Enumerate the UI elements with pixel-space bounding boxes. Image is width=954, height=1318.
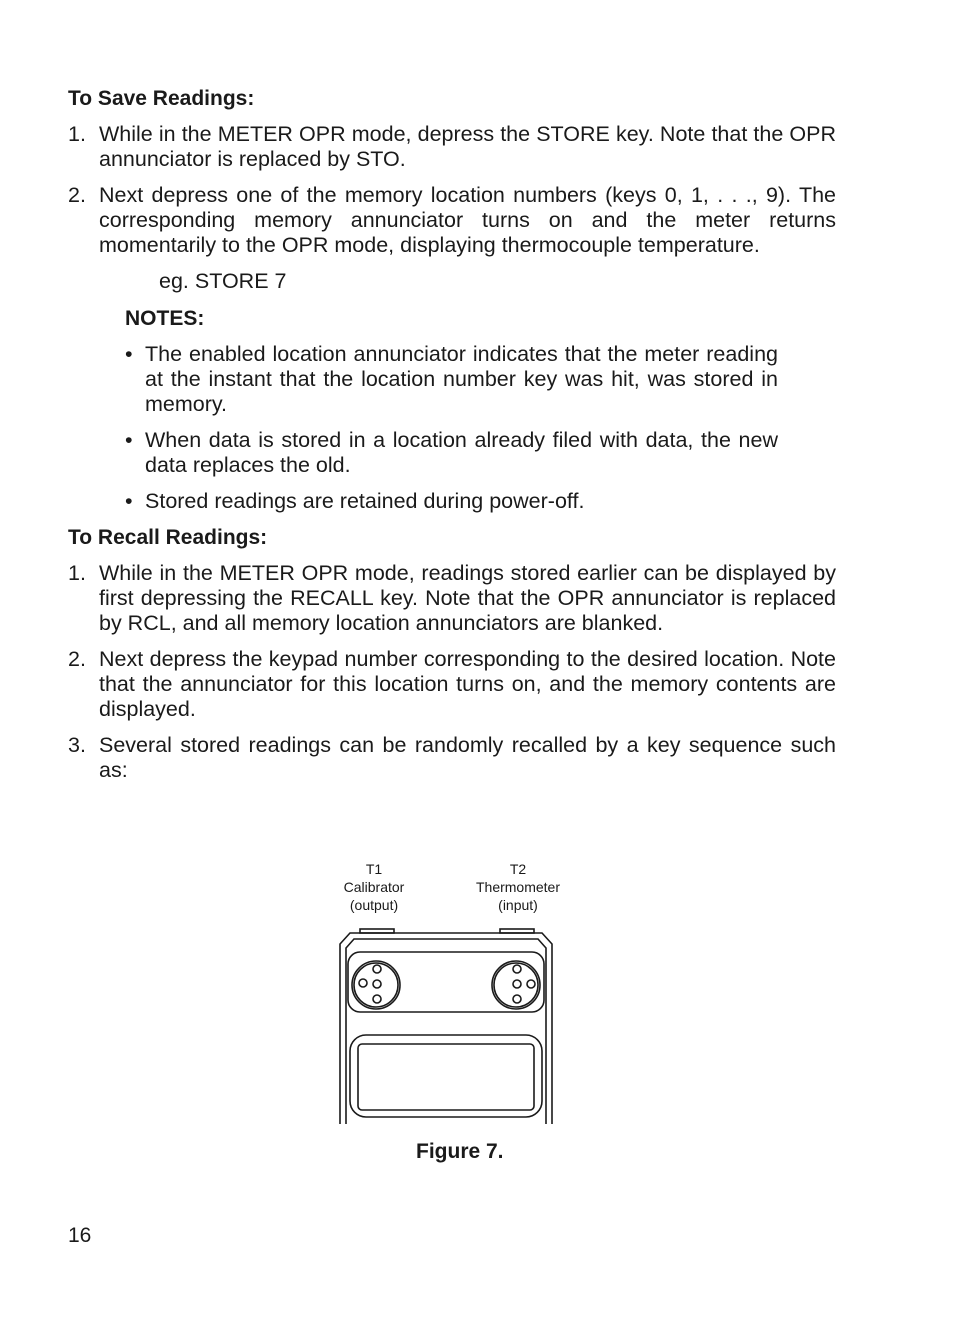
recall-step [68, 647, 836, 722]
note-item [125, 342, 778, 417]
step-text: While in the METER OPR mode, depress the STORE key. Note that the OPR annunciator is replaced by STO. [99, 122, 836, 171]
save-step [68, 183, 836, 258]
bullet-icon: • [125, 428, 133, 452]
meter-drawing [336, 860, 576, 1130]
t2-line: (input) [498, 897, 538, 913]
note-item [125, 428, 778, 478]
recall-heading: To Recall Readings: [68, 526, 268, 549]
t2-line: T2 [509, 861, 527, 877]
recall-step [68, 561, 836, 636]
notes-heading: NOTES: [125, 307, 205, 330]
t2-line: Thermometer [475, 879, 561, 895]
save-heading: To Save Readings: [68, 87, 255, 110]
bullet-icon: • [125, 489, 133, 513]
note-text: The enabled location annunciator indicates that the meter reading at the instant that the location number key was hit, was stored in memory. [145, 342, 778, 416]
step-text: Next depress one of the memory location numbers (keys 0, 1, . . ., 9). The corresponding memory annunciator turns on and the meter returns momentarily to the OPR mode, displaying thermocouple temperature. [99, 183, 836, 257]
t1-line: (output) [349, 897, 399, 913]
example-text: eg. STORE 7 [159, 269, 287, 293]
step-number: 1. [68, 561, 86, 585]
save-step [68, 122, 836, 172]
t1-line: T1 [365, 861, 383, 877]
step-number: 2. [68, 183, 86, 207]
t2-jack-icon [492, 961, 540, 1009]
figure-caption: Figure 7. [416, 1140, 504, 1163]
notes-section [125, 306, 778, 514]
bullet-icon: • [125, 342, 133, 366]
recall-step [68, 733, 836, 783]
page-number: 16 [68, 1224, 92, 1247]
t1-line: Calibrator [343, 879, 405, 895]
device-figure [336, 860, 576, 1130]
display-window [350, 1035, 542, 1117]
step-text: Several stored readings can be randomly recalled by a key sequence such as: [99, 733, 836, 782]
page-content [68, 86, 836, 794]
note-text: Stored readings are retained during power-off. [145, 489, 585, 513]
note-item [125, 489, 778, 514]
step-number: 1. [68, 122, 86, 146]
step-number: 2. [68, 647, 86, 671]
step-text: Next depress the keypad number corresponding to the desired location. Note that the annunciator for this location turns on, and the memory contents are displayed. [99, 647, 836, 721]
note-text: When data is stored in a location already filed with data, the new data replaces the old. [145, 428, 778, 477]
step-number: 3. [68, 733, 86, 757]
step-text: While in the METER OPR mode, readings stored earlier can be displayed by first depressing the RECALL key. Note that the OPR annunciator is replaced by RCL, and all memory location annunciators are blanked. [99, 561, 836, 635]
